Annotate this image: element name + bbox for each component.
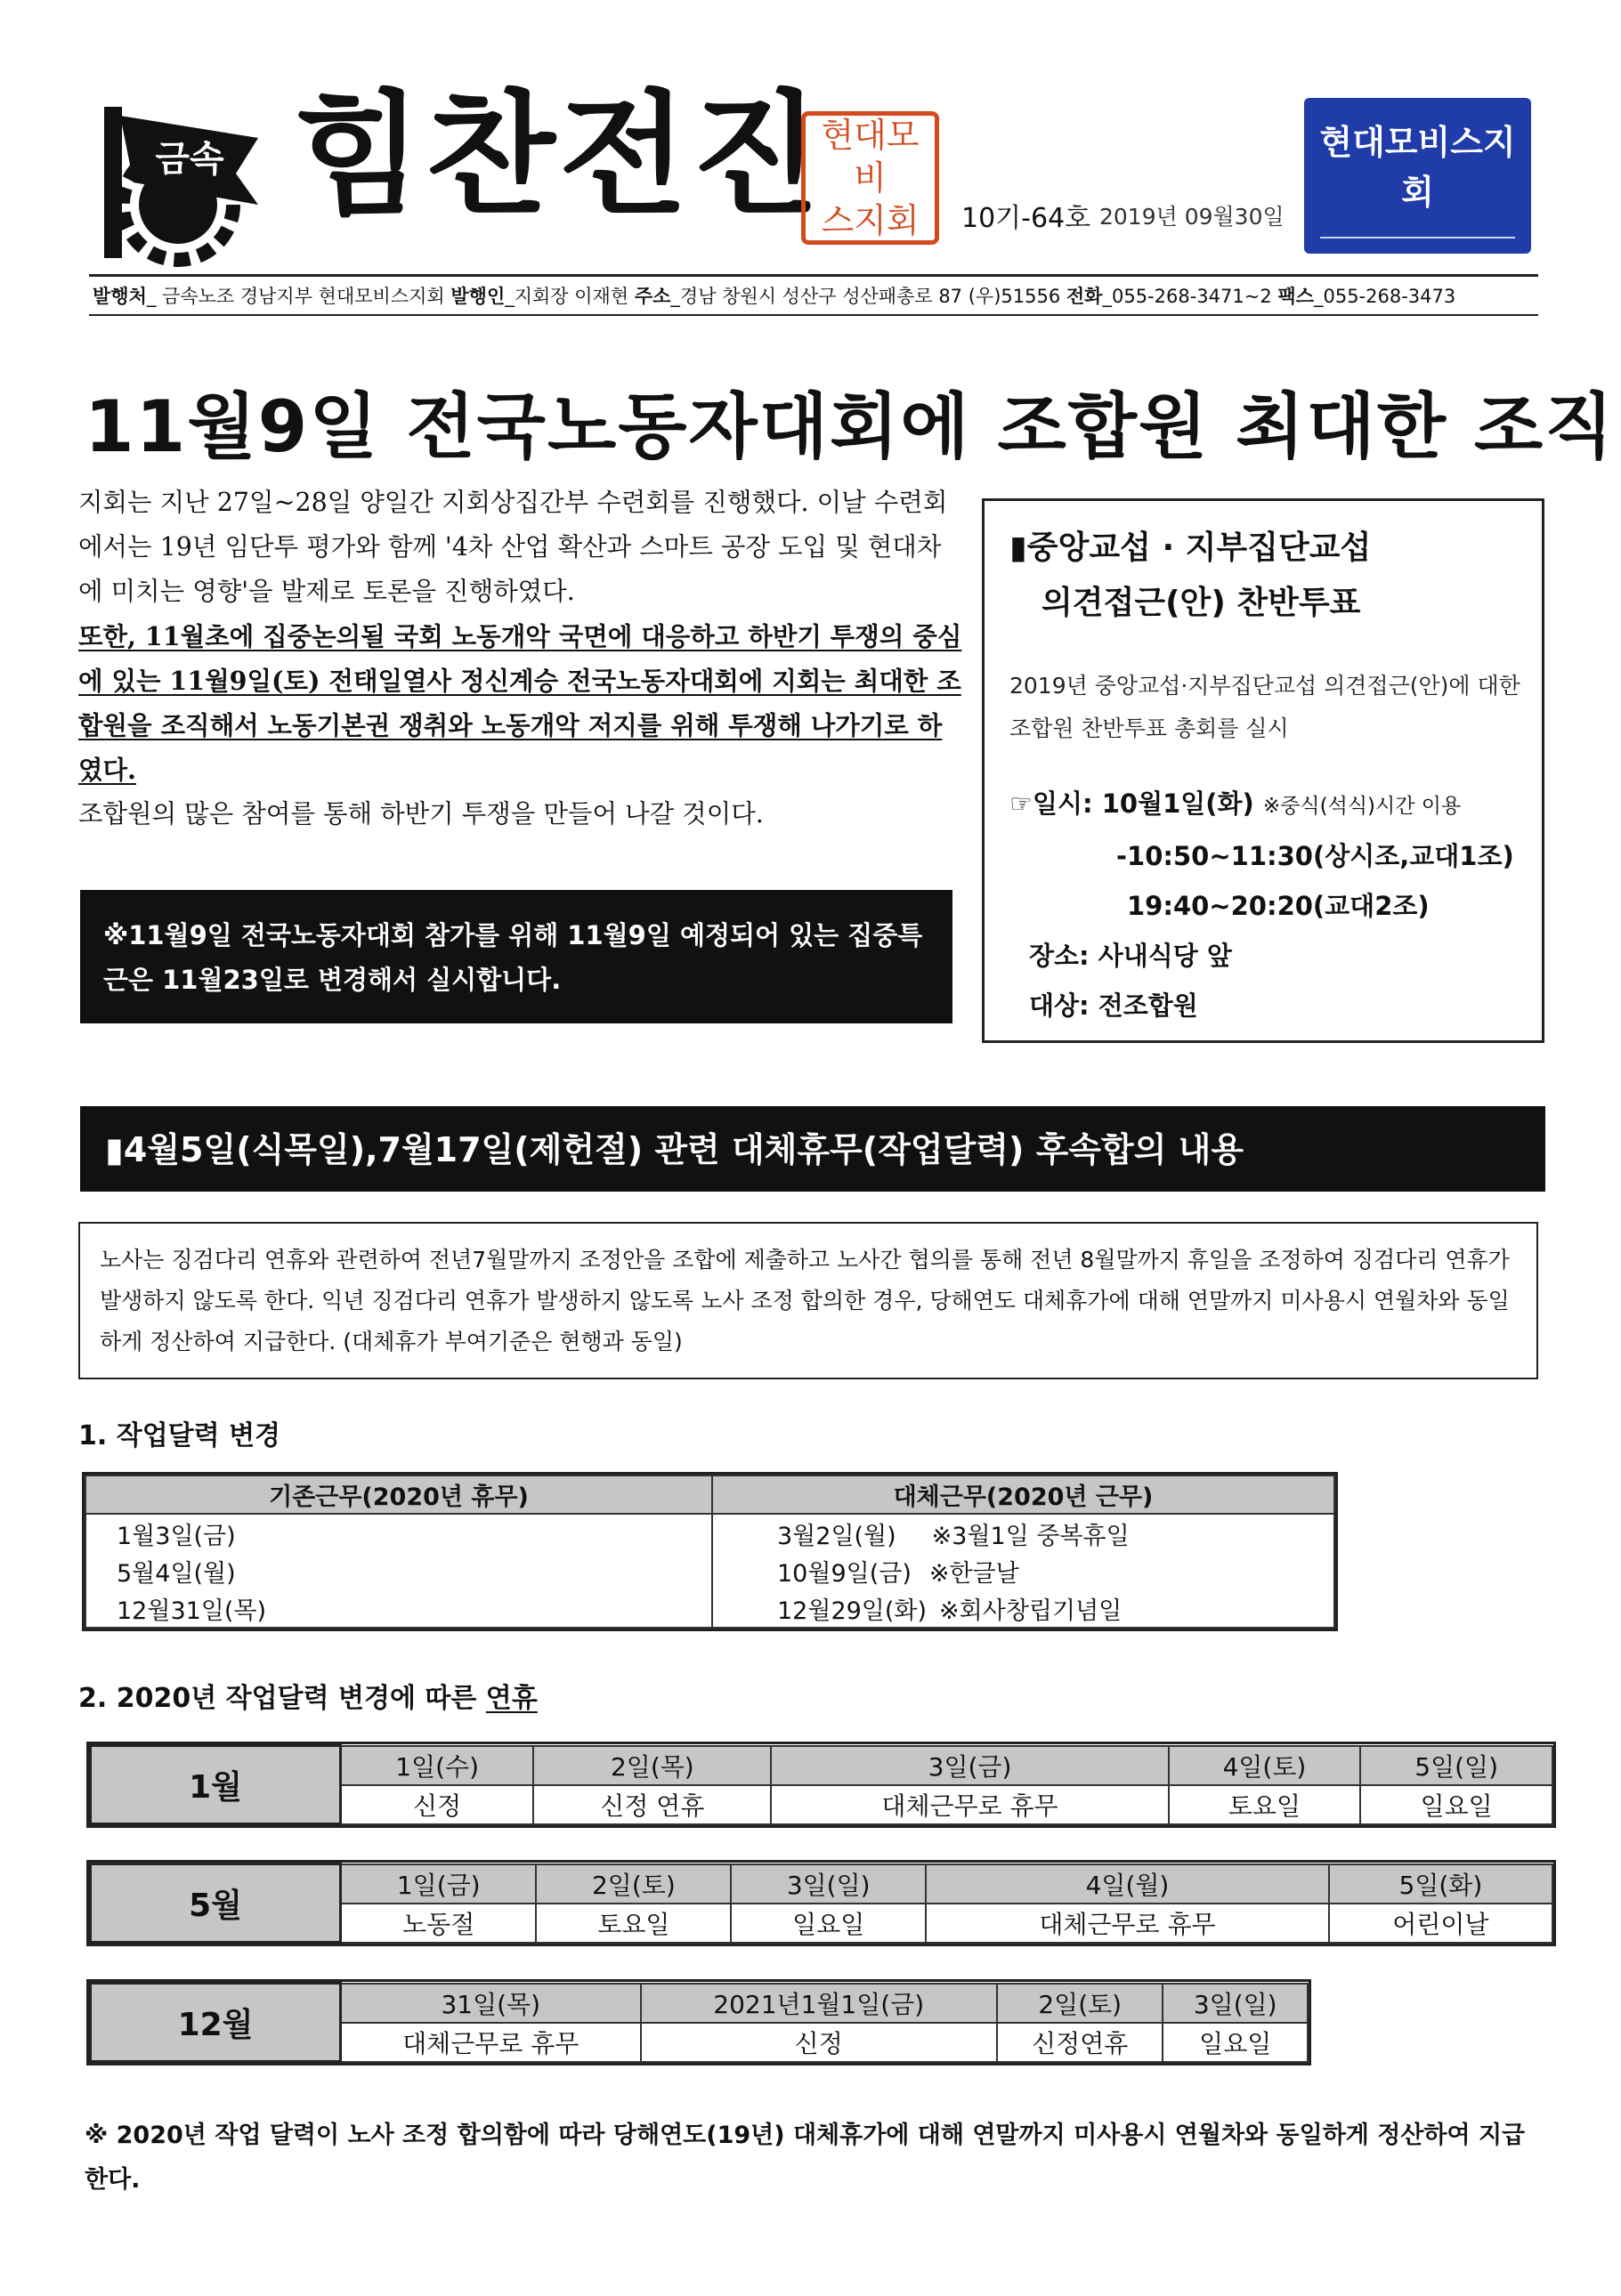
address-value: _경남 창원시 성산구 성산패총로 87 (우)51556: [670, 286, 1061, 307]
note-cell: 대체근무로 휴무: [341, 2023, 641, 2062]
note-cell: 일요일: [1163, 2023, 1308, 2062]
issue-number: 10기-64호: [961, 203, 1091, 234]
logo-text: 금속: [155, 139, 224, 180]
note-cell: 토요일: [536, 1904, 731, 1943]
union-name: 전국금속노동조합: [1320, 237, 1515, 281]
table-row: [85, 1589, 1334, 1628]
table-row: [85, 1552, 1334, 1589]
note-cell: 대체근무로 휴무: [771, 1785, 1168, 1824]
page-title: 11월9일 전국노동자대회에 조합원 최대한 조직: [85, 385, 1616, 468]
agreement-text: 노사는 징검다리 연휴와 관련하여 전년7월말까지 조정안을 조합에 제출하고 노사간 협의를 통해 전년 8월말까지 휴일을 조정하여 징검다리 연휴가 발생하지 않도록 한다. 익년 징검다리 연휴가 발생하지 않도록 노사 조정 합의한 경우, 당해연도 대체휴가에 대해 연말까지 미사용시 연월차와 동일하게 정산하여 지급한다. (대체휴가 부여기준은 현행과 동일): [78, 1222, 1538, 1379]
vote-title-line-2: 의견접근(안) 찬반투표: [1041, 585, 1361, 621]
table-cell: [712, 1589, 1334, 1628]
union-seal-icon: [801, 111, 939, 245]
publisher-label: 발행처: [93, 286, 147, 307]
holidays-heading: [78, 1676, 538, 1715]
chapter-banner: [1304, 98, 1531, 279]
day-cell: 2일(목): [533, 1746, 771, 1785]
overtime-notice: ※11월9일 전국노동자대회 참가를 위해 11월9일 예정되어 있는 집중특근은 11월23일로 변경해서 실시합니다.: [80, 890, 952, 1023]
chapter-name: 현대모비스지회: [1319, 123, 1516, 212]
day-cell: 1일(금): [341, 1864, 537, 1904]
main-article: [78, 481, 964, 837]
holidays-heading-underlined: 연휴: [485, 1683, 538, 1714]
table-cell: [712, 1552, 1334, 1589]
cell-note: ※한글날: [928, 1559, 1019, 1588]
calendar-change-table: [85, 1475, 1335, 1629]
seal-line-1: 현대모비: [821, 116, 920, 198]
vote-info-box: [982, 498, 1544, 1043]
note-cell: 일요일: [731, 1904, 926, 1943]
holiday-table-december: [89, 1982, 1309, 2063]
day-cell: 4일(월): [926, 1864, 1329, 1904]
note-cell: 신정 연휴: [533, 1785, 771, 1824]
note-cell: 대체근무로 휴무: [926, 1904, 1329, 1943]
note-cell: 토요일: [1169, 1785, 1361, 1824]
calendar-change-heading: 1. 작업달력 변경: [78, 1420, 281, 1451]
day-cell: 4일(토): [1169, 1746, 1361, 1785]
fist-flag-logo-icon: [85, 98, 272, 267]
note-cell: 일요일: [1360, 1785, 1552, 1824]
issuer-label: 발행인: [450, 286, 506, 307]
table-header: 대체근무(2020년 근무): [712, 1475, 1334, 1514]
cell-date: 3월2일(월): [777, 1522, 896, 1550]
note-cell: 신정: [641, 2023, 997, 2062]
cell-note: ※회사창립기념일: [939, 1597, 1123, 1625]
day-cell: 3일(일): [731, 1864, 926, 1904]
article-paragraph-1: 지회는 지난 27일~28일 양일간 지회상집간부 수련회를 진행했다. 이날 수련회에서는 19년 임단투 평가와 함께 '4차 산업 확산과 스마트 공장 도입 및 현대차에 미치는 영향'을 발제로 토론을 진행하였다.: [78, 488, 948, 606]
vote-title: [1009, 521, 1371, 631]
day-cell: 5일(화): [1329, 1864, 1552, 1904]
day-cell: 1일(수): [341, 1746, 534, 1785]
table-cell: 12월31일(목): [85, 1589, 712, 1628]
vote-date: ☞일시: 10월1일(화): [1009, 788, 1254, 819]
fax-value: _055-268-3473: [1313, 286, 1456, 307]
holiday-table-january: [89, 1744, 1553, 1825]
phone-label: 전화: [1066, 286, 1103, 307]
day-cell: 3일(일): [1163, 1984, 1308, 2023]
article-paragraph-3: 조합원의 많은 참여를 통해 하반기 투쟁을 만들어 나갈 것이다.: [78, 799, 764, 829]
holiday-table-may: [89, 1863, 1553, 1944]
vote-place: 장소: 사내식당 앞: [1029, 941, 1232, 971]
vote-time-1: -10:50~11:30(상시조,교대1조): [1116, 841, 1514, 871]
note-cell: 노동절: [341, 1904, 537, 1943]
table-cell: [712, 1514, 1334, 1552]
vote-description: 2019년 중앙교섭·지부집단교섭 의견접근(안)에 대한 조합원 찬반투표 총회를 실시: [1009, 673, 1520, 741]
issue-date: 2019년 09월30일: [1099, 204, 1285, 230]
month-label: 12월: [91, 1984, 341, 2062]
footnote: ※ 2020년 작업 달력이 노사 조정 합의함에 따라 당해연도(19년) 대체휴가에 대해 연말까지 미사용시 연월차와 동일하게 정산하여 지급한다.: [85, 2122, 1526, 2194]
fax-label: 팩스: [1277, 286, 1314, 307]
day-cell: 31일(목): [341, 1984, 641, 2023]
cell-date: 10월9일(금): [777, 1559, 912, 1588]
table-row: [85, 1514, 1334, 1552]
day-cell: 2일(토): [997, 1984, 1163, 2023]
issuer-value: _지회장 이재현: [505, 286, 629, 307]
holidays-heading-text: 2. 2020년 작업달력 변경에 따른: [78, 1683, 486, 1714]
note-cell: 신정: [341, 1785, 534, 1824]
article-paragraph-2: 또한, 11월초에 집중논의될 국회 노동개악 국면에 대응하고 하반기 투쟁의 중심에 있는 11월9일(토) 전태일열사 정신계승 전국노동자대회에 지회는 최대한 조합원을 조직해서 노동기본권 쟁취와 노동개악 저지를 위해 투쟁해 나가기로 하였다.: [78, 621, 962, 785]
month-label: 1월: [91, 1746, 341, 1824]
table-cell: 1월3일(금): [85, 1514, 712, 1552]
vote-title-line-1: ▮중앙교섭 · 지부집단교섭: [1009, 530, 1372, 566]
address-label: 주소: [634, 286, 671, 307]
day-cell: 2일(토): [536, 1864, 731, 1904]
paper-title: 힘찬전진: [294, 78, 824, 233]
vote-details: [1009, 779, 1535, 1031]
section-banner: ▮4월5일(식목일),7월17일(제헌절) 관련 대체휴무(작업달력) 후속합의 내용: [80, 1106, 1545, 1192]
note-cell: 신정연휴: [997, 2023, 1163, 2062]
note-cell: 어린이날: [1329, 1904, 1552, 1943]
day-cell: 3일(금): [771, 1746, 1168, 1785]
seal-line-2: 스지회: [821, 201, 920, 240]
day-cell: 2021년1월1일(금): [641, 1984, 997, 2023]
cell-note: ※3월1일 중복휴일: [931, 1522, 1130, 1550]
cell-date: 12월29일(화): [777, 1597, 928, 1625]
phone-value: _055-268-3471~2: [1102, 286, 1272, 307]
table-header-row: [85, 1475, 1334, 1514]
day-cell: 5일(일): [1360, 1746, 1552, 1785]
month-label: 5월: [91, 1864, 341, 1943]
publisher-value: _ 금속노조 경남지부 현대모비스지회: [146, 286, 445, 307]
table-cell: 5월4일(월): [85, 1552, 712, 1589]
vote-date-note: ※중식(석식)시간 이용: [1262, 795, 1462, 818]
table-header: 기존근무(2020년 휴무): [85, 1475, 712, 1514]
vote-time-2: 19:40~20:20(교대2조): [1127, 891, 1430, 921]
vote-target: 대상: 전조합원: [1029, 990, 1198, 1021]
publisher-line: [89, 274, 1538, 316]
